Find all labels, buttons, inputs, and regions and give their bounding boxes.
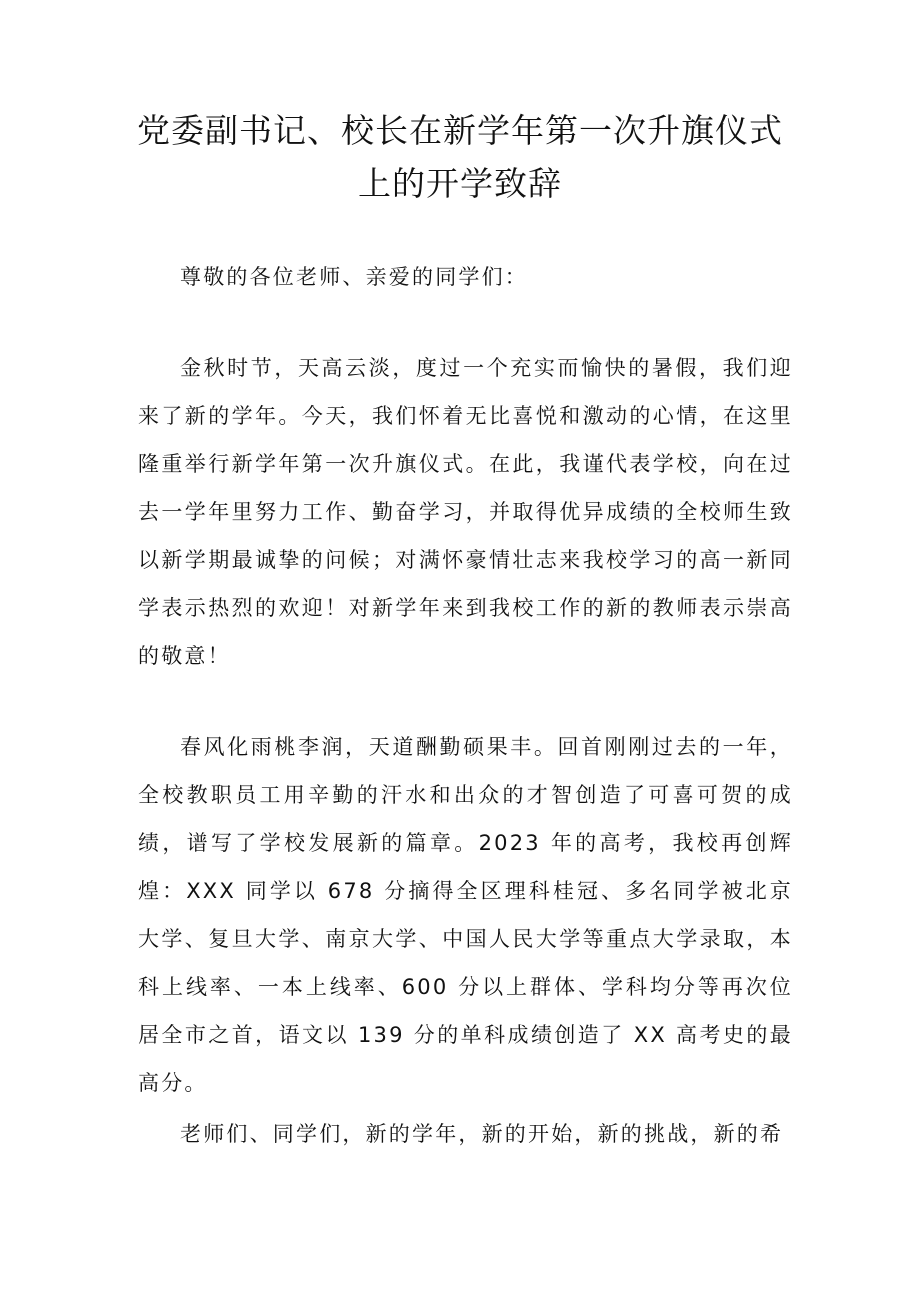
title-line-2: 上的开学致辞 (358, 164, 562, 203)
document-title (0, 104, 920, 210)
title-line-1: 党委副书记、校长在新学年第一次升旗仪式 (137, 111, 783, 150)
paragraph-2: 春风化雨桃李润，天道酬勤硕果丰。回首刚刚过去的一年，全校教职员工用辛勤的汗水和出众的才智创造了可喜可贺的成绩，谱写了学校发展新的篇章。2023 年的高考，我校再创辉煌：XXX 同学以 678 分摘得全区理科桂冠、多名同学被北京大学、复旦大学、南京大学、中国人民大学等重点大学录取，本科上线率、一本上线率、600 分以上群体、学科均分等再次位居全市之首，语文以 139 分的单科成绩创造了 XX 高考史的最高分。 (138, 735, 793, 1095)
paragraph-1: 金秋时节，天高云淡，度过一个充实而愉快的暑假，我们迎来了新的学年。今天，我们怀着无比喜悦和激动的心情，在这里隆重举行新学年第一次升旗仪式。在此，我谨代表学校，向在过去一学年里努力工作、勤奋学习，并取得优异成绩的全校师生致以新学期最诚挚的问候；对满怀豪情壮志来我校学习的高一新同学表示热烈的欢迎！对新学年来到我校工作的新的教师表示崇高的敬意！ (138, 356, 793, 668)
paragraph-3: 老师们、同学们，新的学年，新的开始，新的挑战，新的希 (180, 1122, 784, 1146)
salutation: 尊敬的各位老师、亲爱的同学们： (180, 265, 528, 289)
